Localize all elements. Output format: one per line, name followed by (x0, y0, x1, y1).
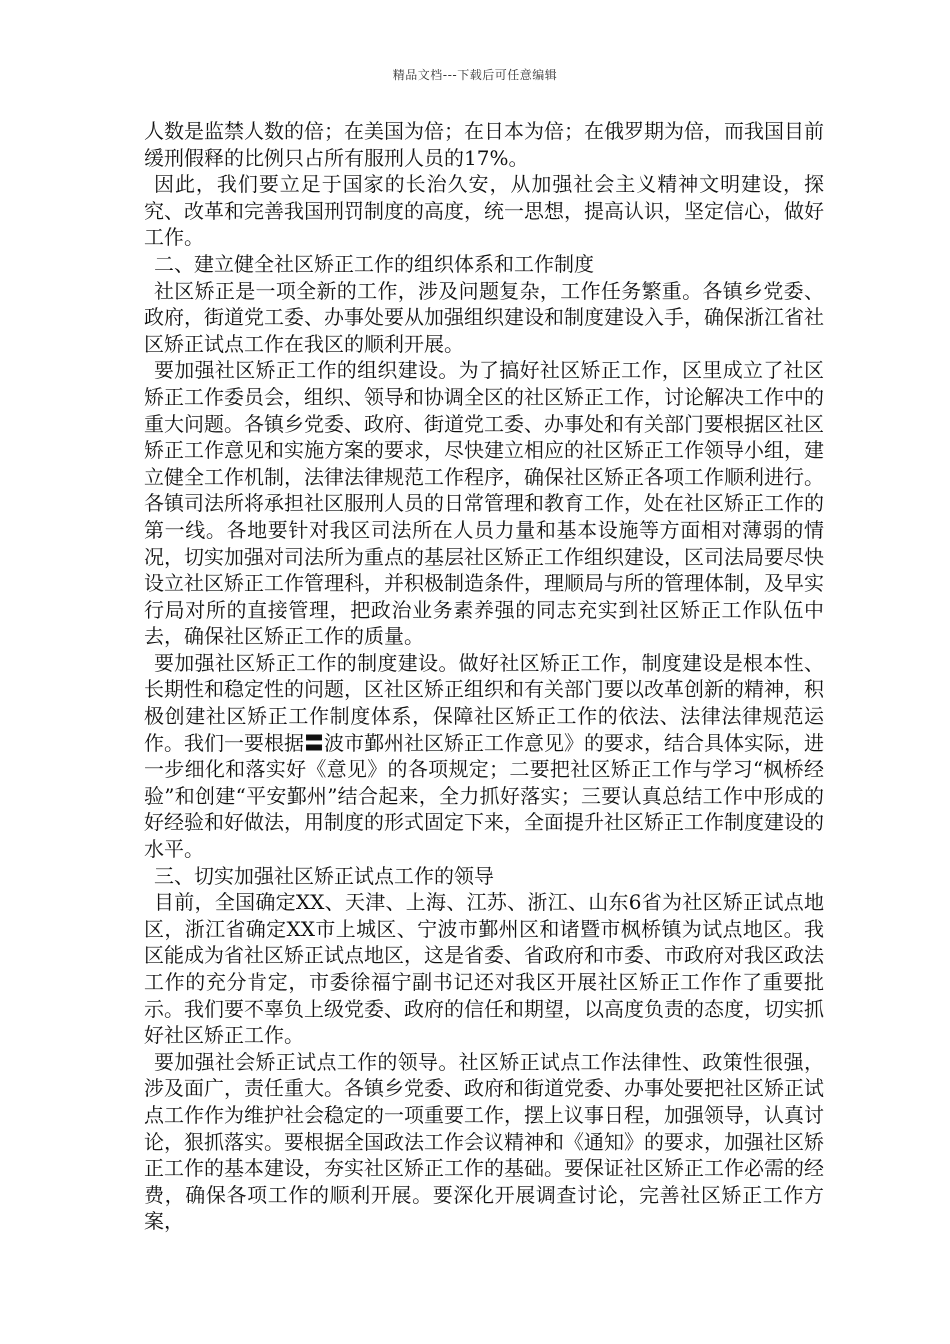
paragraph: 要加强社区矫正工作的制度建设。做好社区矫正工作，制度建设是根本性、长期性和稳定性的问题，区社区矫正组织和有关部门要以改革创新的精神，积极创建社区矫正工作制度体系，保障社区矫正工作的依法、法律法律规范运作。我们一要根据〓波市鄞州社区矫正工作意见》的要求，结合具体实际，进一步细化和落实好《意见》的各项规定；二要把社区矫正工作与学习“枫桥经验”和创建“平安鄞州”结合起来，全力抓好落实；三要认真总结工作中形成的好经验和好做法，用制度的形式固定下来，全面提升社区矫正工作制度建设的水平。 (144, 650, 824, 862)
paragraph: 要加强社区矫正工作的组织建设。为了搞好社区矫正工作，区里成立了社区矫正工作委员会，组织、领导和协调全区的社区矫正工作，讨论解决工作中的重大问题。各镇乡党委、政府、街道党工委、办事处和有关部门要根据区社区矫正工作意见和实施方案的要求，尽快建立相应的社区矫正工作领导小组，建立健全工作机制，法律法律规范工作程序，确保社区矫正各项工作顺利进行。各镇司法所将承担社区服刑人员的日常管理和教育工作，处在社区矫正工作的第一线。各地要针对我区司法所在人员力量和基本设施等方面相对薄弱的情况，切实加强对司法所为重点的基层社区矫正工作组织建设，区司法局要尽快设立社区矫正工作管理科，并积极制造条件，理顺局与所的管理体制，及早实行局对所的直接管理，把政治业务素养强的同志充实到社区矫正工作队伍中去，确保社区矫正工作的质量。 (144, 358, 824, 649)
paragraph: 要加强社会矫正试点工作的领导。社区矫正试点工作法律性、政策性很强，涉及面广，责任重大。各镇乡党委、政府和街道党委、办事处要把社区矫正试点工作作为维护社会稳定的一项重要工作，摆上议事日程，加强领导，认真讨论，狠抓落实。要根据全国政法工作会议精神和《通知》的要求，加强社区矫正工作的基本建设，夯实社区矫正工作的基础。要保证社区矫正工作必需的经费，确保各项工作的顺利开展。要深化开展调查讨论，完善社区矫正工作方案， (144, 1049, 824, 1234)
page-header: 精品文档---下载后可任意编辑 (392, 68, 558, 82)
paragraph: 社区矫正是一项全新的工作，涉及问题复杂，工作任务繁重。各镇乡党委、政府，街道党工委、办事处要从加强组织建设和制度建设入手，确保浙江省社区矫正试点工作在我区的顺利开展。 (144, 278, 824, 356)
section-heading: 三、切实加强社区矫正试点工作的领导 (154, 863, 494, 888)
document-body (144, 118, 824, 1235)
paragraph: 因此，我们要立足于国家的长治久安，从加强社会主义精神文明建设，探究、改革和完善我国刑罚制度的高度，统一思想，提高认识，坚定信心，做好工作。 (144, 172, 824, 250)
section-heading: 二、建立健全社区矫正工作的组织体系和工作制度 (154, 251, 594, 276)
paragraph: 人数是监禁人数的倍；在美国为倍；在日本为倍；在俄罗期为倍，而我国目前缓刑假释的比例只占所有服刑人员的17%。 (144, 119, 824, 170)
paragraph: 目前，全国确定XX、天津、上海、江苏、浙江、山东6省为社区矫正试点地区，浙江省确定XX市上城区、宁波市鄞州区和诸暨市枫桥镇为试点地区。我区能成为省社区矫正试点地区，这是省委、省政府和市委、市政府对我区政法工作的充分肯定，市委徐福宁副书记还对我区开展社区矫正工作作了重要批示。我们要不辜负上级党委、政府的信任和期望，以高度负责的态度，切实抓好社区矫正工作。 (144, 890, 824, 1048)
